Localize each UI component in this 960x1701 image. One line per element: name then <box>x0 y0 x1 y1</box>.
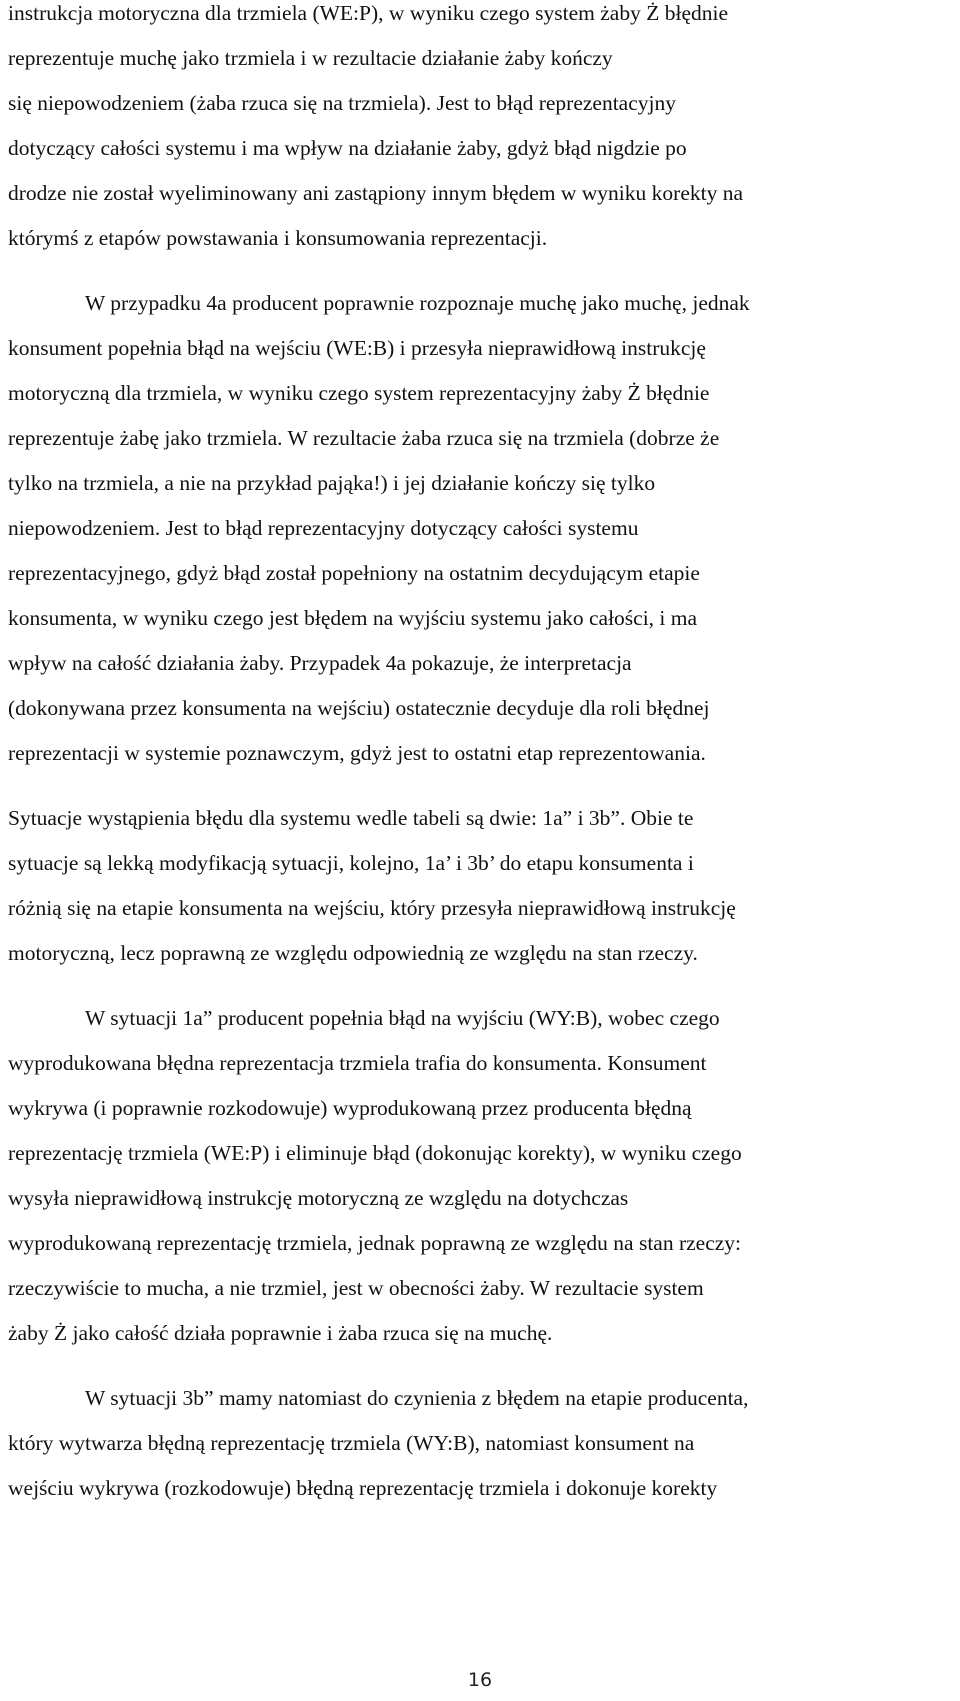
text-line: drodze nie został wyeliminowany ani zastąpiony innym błędem w wyniku korekty na <box>8 181 743 205</box>
text-line: W sytuacji 1a” producent popełnia błąd na wyjściu (WY:B), wobec czego <box>85 1006 720 1030</box>
text-line: wysyła nieprawidłową instrukcję motoryczną ze względu na dotychczas <box>8 1186 629 1210</box>
text-line: Sytuacje wystąpienia błędu dla systemu wedle tabeli są dwie: 1a” i 3b”. Obie te <box>8 806 694 830</box>
text-line: reprezentację trzmiela (WE:P) i eliminuje błąd (dokonując korekty), w wyniku czego <box>8 1141 742 1165</box>
text-line: który wytwarza błędną reprezentację trzmiela (WY:B), natomiast konsument na <box>8 1431 695 1455</box>
text-line: reprezentuje muchę jako trzmiela i w rezultacie działanie żaby kończy <box>8 46 613 70</box>
text-line: reprezentuje żabę jako trzmiela. W rezultacie żaba rzuca się na trzmiela (dobrze że <box>8 426 720 450</box>
text-line: niepowodzeniem. Jest to błąd reprezentacyjny dotyczący całości systemu <box>8 516 639 540</box>
text-line: wykrywa (i poprawnie rozkodowuje) wyprodukowaną przez producenta błędną <box>8 1096 692 1120</box>
text-line: reprezentacyjnego, gdyż błąd został popełniony na ostatnim decydującym etapie <box>8 561 700 585</box>
text-line: sytuacje są lekką modyfikacją sytuacji, kolejno, 1a’ i 3b’ do etapu konsumenta i <box>8 851 694 875</box>
text-line: się niepowodzeniem (żaba rzuca się na trzmiela). Jest to błąd reprezentacyjny <box>8 91 676 115</box>
text-line: wyprodukowaną reprezentację trzmiela, jednak poprawną ze względu na stan rzeczy: <box>8 1231 742 1255</box>
text-line: W sytuacji 3b” mamy natomiast do czynienia z błędem na etapie producenta, <box>85 1386 749 1410</box>
text-line: rzeczywiście to mucha, a nie trzmiel, jest w obecności żaby. W rezultacie system <box>8 1276 704 1300</box>
text-line: reprezentacji w systemie poznawczym, gdyż jest to ostatni etap reprezentowania. <box>8 741 706 765</box>
text-line: (dokonywana przez konsumenta na wejściu) ostatecznie decyduje dla roli błędnej <box>8 696 710 720</box>
text-line: dotyczący całości systemu i ma wpływ na działanie żaby, gdyż błąd nigdzie po <box>8 136 687 160</box>
text-line: wejściu wykrywa (rozkodowuje) błędną reprezentację trzmiela i dokonuje korekty <box>8 1476 718 1500</box>
text-line: wpływ na całość działania żaby. Przypadek 4a pokazuje, że interpretacja <box>8 651 632 675</box>
text-line: żaby Ż jako całość działa poprawnie i żaba rzuca się na muchę. <box>8 1321 553 1345</box>
text-line: tylko na trzmiela, a nie na przykład pająka!) i jej działanie kończy się tylko <box>8 471 656 495</box>
text-line: motoryczną, lecz poprawną ze względu odpowiednią ze względu na stan rzeczy. <box>8 941 698 965</box>
text-line: konsument popełnia błąd na wejściu (WE:B) i przesyła nieprawidłową instrukcję <box>8 336 706 360</box>
text-line: wyprodukowana błędna reprezentacja trzmiela trafia do konsumenta. Konsument <box>8 1051 707 1075</box>
text-line: różnią się na etapie konsumenta na wejściu, który przesyła nieprawidłową instrukcję <box>8 896 736 920</box>
text-line: konsumenta, w wyniku czego jest błędem na wyjściu systemu jako całości, i ma <box>8 606 698 630</box>
text-line: W przypadku 4a producent poprawnie rozpoznaje muchę jako muchę, jednak <box>85 291 750 315</box>
text-line: którymś z etapów powstawania i konsumowania reprezentacji. <box>8 226 548 250</box>
text-line: instrukcja motoryczna dla trzmiela (WE:P), w wyniku czego system żaby Ż błędnie <box>8 1 729 25</box>
page-number: 16 <box>467 1669 493 1691</box>
text-line: motoryczną dla trzmiela, w wyniku czego system reprezentacyjny żaby Ż błędnie <box>8 381 710 405</box>
